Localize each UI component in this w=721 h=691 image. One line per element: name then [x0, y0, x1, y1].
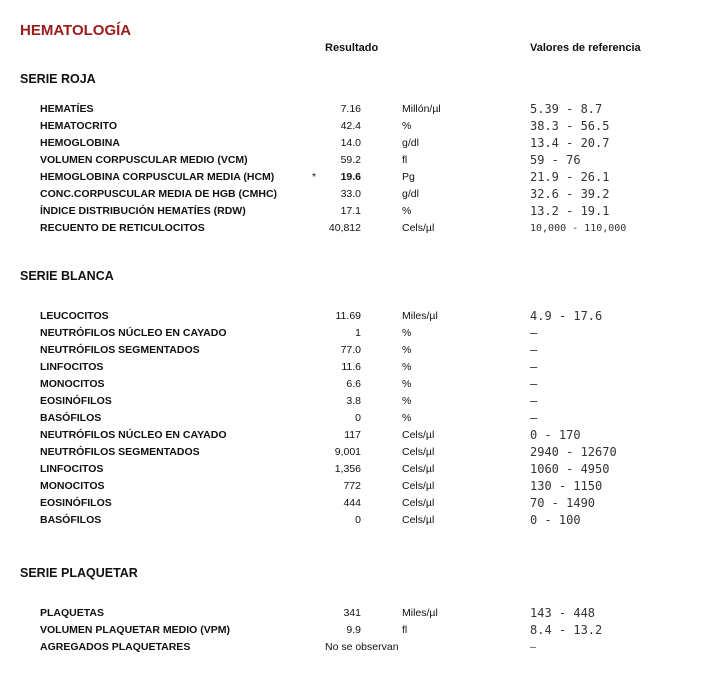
test-unit: Cels/µl: [402, 514, 435, 526]
test-unit: Cels/µl: [402, 446, 435, 458]
section-heading-serie-plaquetar: SERIE PLAQUETAR: [20, 566, 138, 580]
reference-range: 2940 - 12670: [530, 445, 617, 459]
table-row: [0, 169, 721, 186]
test-name: LEUCOCITOS: [40, 310, 109, 322]
test-unit: Cels/µl: [402, 480, 435, 492]
section-heading-serie-roja: SERIE ROJA: [20, 72, 96, 86]
table-row: [0, 639, 721, 656]
reference-range: 4.9 - 17.6: [530, 309, 603, 323]
test-value: 14.0: [340, 137, 361, 149]
test-unit: %: [402, 412, 412, 424]
reference-range: 143 - 448: [530, 606, 596, 620]
test-unit: %: [402, 120, 412, 132]
table-row: [0, 118, 721, 135]
reference-range: –: [530, 326, 538, 340]
test-name: HEMOGLOBINA: [40, 137, 120, 149]
test-name: NEUTRÓFILOS SEGMENTADOS: [40, 344, 200, 356]
test-name: BASÓFILOS: [40, 412, 102, 424]
table-row: [0, 427, 721, 444]
table-row: [0, 461, 721, 478]
reference-range: 32.6 - 39.2: [530, 187, 610, 201]
reference-range: –: [530, 411, 538, 425]
test-unit: g/dl: [402, 188, 419, 200]
test-name: ÍNDICE DISTRIBUCIÓN HEMATÍES (RDW): [40, 205, 246, 217]
test-name: LINFOCITOS: [40, 463, 104, 475]
test-unit: Cels/µl: [402, 497, 435, 509]
test-value: 77.0: [340, 344, 361, 356]
reference-range: –: [530, 394, 538, 408]
table-row: [0, 342, 721, 359]
test-value: 17.1: [340, 205, 361, 217]
reference-range: 10,000 - 110,000: [530, 223, 627, 234]
test-unit: %: [402, 395, 412, 407]
test-name: NEUTRÓFILOS NÚCLEO EN CAYADO: [40, 429, 227, 441]
test-name: LINFOCITOS: [40, 361, 104, 373]
test-unit: Cels/µl: [402, 463, 435, 475]
reference-range: 0 - 170: [530, 428, 581, 442]
table-row: [0, 135, 721, 152]
test-name: CONC.CORPUSCULAR MEDIA DE HGB (CMHC): [40, 188, 278, 200]
test-name: RECUENTO DE RETICULOCITOS: [40, 222, 205, 234]
test-name: NEUTRÓFILOS SEGMENTADOS: [40, 446, 200, 458]
test-value: 33.0: [340, 188, 361, 200]
table-row: [0, 444, 721, 461]
test-unit: %: [402, 361, 412, 373]
test-value: 117: [344, 429, 361, 441]
test-unit: %: [402, 327, 412, 339]
test-value: 9.9: [346, 624, 361, 636]
reference-range: 21.9 - 26.1: [530, 170, 610, 184]
test-value: 9,001: [334, 446, 361, 458]
test-value: 6.6: [346, 378, 361, 390]
table-row: [0, 325, 721, 342]
reference-column-header: Valores de referencia: [530, 42, 641, 54]
test-value: 3.8: [346, 395, 361, 407]
test-value: 7.16: [340, 103, 361, 115]
test-unit: Millón/µl: [402, 103, 441, 115]
table-row: [0, 101, 721, 118]
test-value: 0: [355, 514, 361, 526]
table-row: [0, 478, 721, 495]
reference-range: –: [530, 642, 537, 653]
table-row: [0, 393, 721, 410]
test-name: EOSINÓFILOS: [40, 497, 112, 509]
table-row: [0, 605, 721, 622]
test-value: 444: [343, 497, 361, 509]
test-value: 1: [355, 327, 361, 339]
test-value: 59.2: [340, 154, 361, 166]
reference-range: 59 - 76: [530, 153, 581, 167]
test-name: HEMOGLOBINA CORPUSCULAR MEDIA (HCM): [40, 171, 275, 183]
test-unit: %: [402, 344, 412, 356]
reference-range: –: [530, 343, 538, 357]
table-row: [0, 186, 721, 203]
test-value: No se observan: [325, 641, 399, 653]
test-unit: %: [402, 205, 412, 217]
reference-range: –: [530, 360, 538, 374]
test-unit: Cels/µl: [402, 222, 435, 234]
reference-range: 8.4 - 13.2: [530, 623, 603, 637]
reference-range: 70 - 1490: [530, 496, 596, 510]
test-name: BASÓFILOS: [40, 514, 102, 526]
test-unit: fl: [402, 154, 408, 166]
test-name: AGREGADOS PLAQUETARES: [40, 641, 191, 653]
test-name: HEMATÍES: [40, 103, 94, 115]
test-value: 42.4: [340, 120, 361, 132]
test-name: MONOCITOS: [40, 378, 105, 390]
test-name: EOSINÓFILOS: [40, 395, 112, 407]
table-row: [0, 512, 721, 529]
result-column-header: Resultado: [325, 42, 379, 54]
table-row: [0, 495, 721, 512]
table-row: [0, 203, 721, 220]
table-row: [0, 308, 721, 325]
section-heading-serie-blanca: SERIE BLANCA: [20, 269, 114, 283]
reference-range: 13.2 - 19.1: [530, 204, 610, 218]
test-unit: Miles/µl: [402, 310, 438, 322]
page-title: HEMATOLOGÍA: [20, 22, 132, 39]
test-unit: Cels/µl: [402, 429, 435, 441]
test-unit: fl: [402, 624, 408, 636]
abnormal-flag: *: [312, 171, 317, 183]
reference-range: 1060 - 4950: [530, 462, 610, 476]
reference-range: –: [530, 377, 538, 391]
table-row: [0, 359, 721, 376]
test-name: MONOCITOS: [40, 480, 105, 492]
table-row: [0, 152, 721, 169]
table-row: [0, 220, 721, 237]
test-name: VOLUMEN PLAQUETAR MEDIO (VPM): [40, 624, 230, 636]
test-value: 1,356: [334, 463, 361, 475]
test-name: NEUTRÓFILOS NÚCLEO EN CAYADO: [40, 327, 227, 339]
test-value: 19.6: [340, 171, 361, 183]
table-row: [0, 376, 721, 393]
reference-range: 0 - 100: [530, 513, 581, 527]
table-row: [0, 622, 721, 639]
test-value: 11.69: [335, 310, 361, 322]
test-value: 341: [343, 607, 361, 619]
test-value: 11.6: [341, 361, 361, 373]
reference-range: 130 - 1150: [530, 479, 603, 493]
test-value: 772: [343, 480, 361, 492]
test-unit: g/dl: [402, 137, 419, 149]
test-value: 40,812: [328, 222, 361, 234]
table-row: [0, 410, 721, 427]
reference-range: 13.4 - 20.7: [530, 136, 610, 150]
reference-range: 5.39 - 8.7: [530, 102, 603, 116]
test-name: HEMATOCRITO: [40, 120, 118, 132]
test-name: VOLUMEN CORPUSCULAR MEDIO (VCM): [40, 154, 248, 166]
test-value: 0: [355, 412, 361, 424]
test-unit: Pg: [402, 171, 415, 183]
test-unit: %: [402, 378, 412, 390]
reference-range: 38.3 - 56.5: [530, 119, 610, 133]
test-name: PLAQUETAS: [40, 607, 104, 619]
test-unit: Miles/µl: [402, 607, 438, 619]
